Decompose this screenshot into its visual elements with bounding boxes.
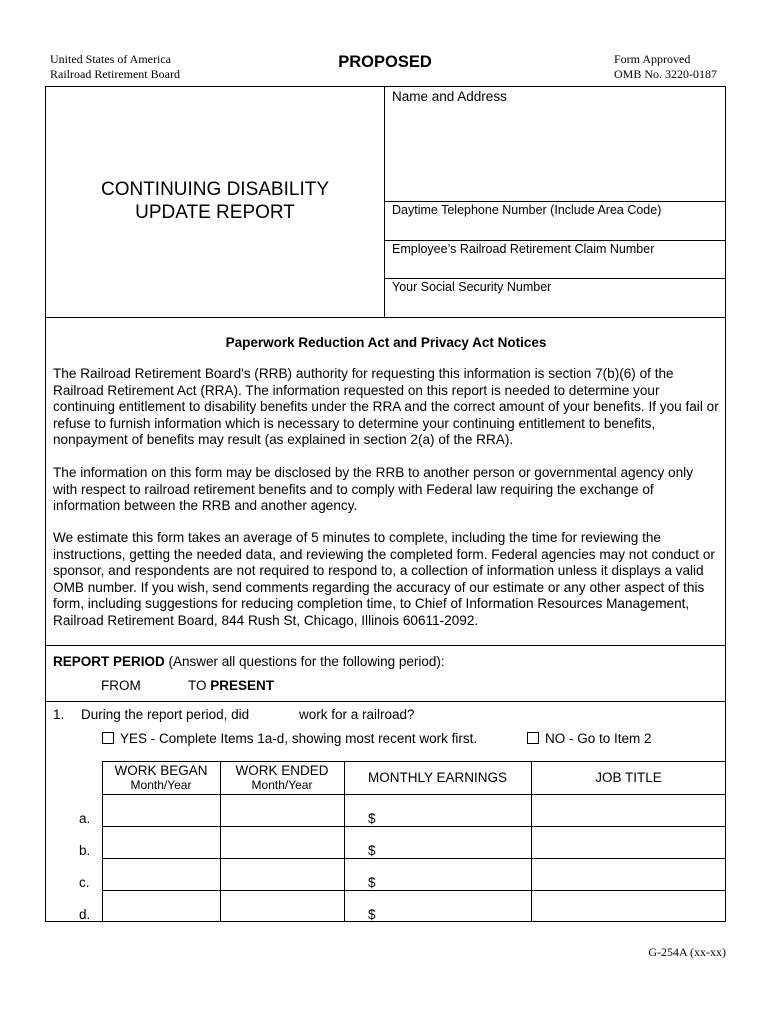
form-number: G-254A (xx-xx) [648,945,726,959]
name-address-field[interactable] [385,108,725,200]
row-b-work-ended-cell[interactable] [221,827,344,858]
form-title-line-1: CONTINUING DISABILITY [100,179,330,200]
table-top-rule [102,761,726,762]
header-work-began-label: WORK BEGAN [114,763,208,778]
form-title [46,178,384,224]
question-1-text-end: work for a railroad? [299,707,415,722]
row-a-letter: a. [79,811,91,826]
omb-approval-block [614,52,717,82]
report-period-label: REPORT PERIOD [53,654,165,669]
row-b-letter: b. [79,843,91,858]
claim-number-label: Employee’s Railroad Retirement Claim Number [392,242,655,256]
ssn-field[interactable] [385,296,725,317]
row-a-work-ended-cell[interactable] [221,795,344,826]
agency-line-1: United States of America [50,52,171,66]
row-a-job-title-cell[interactable] [532,795,726,826]
to-label-group [188,678,274,693]
proposed-label: PROPOSED [338,53,432,71]
phone-label: Daytime Telephone Number (Include Area Code) [392,203,662,217]
row-c-work-began-cell[interactable] [103,859,220,890]
no-option-label: NO - Go to Item 2 [545,731,652,746]
row-d-work-began-cell[interactable] [103,891,220,921]
report-period-instruction: (Answer all questions for the following period): [168,654,445,669]
row-c-work-ended-cell[interactable] [221,859,344,890]
name-address-rule [384,201,726,202]
row-d-work-ended-cell[interactable] [221,891,344,921]
row-a-work-began-cell[interactable] [103,795,220,826]
notice-disclosure-paragraph: The information on this form may be disclosed by the RRB to another person or governmental agency only with respect to railroad retirement benefits and to comply with Federal law requiring the exchange of information between the RRB and another agency. [53,465,693,514]
no-option[interactable] [527,731,652,746]
yes-checkbox[interactable] [102,732,114,744]
phone-rule [384,240,726,241]
omb-number: OMB No. 3220-0187 [614,67,718,81]
work-history-table [102,761,726,922]
row-c-earnings-cell[interactable] [382,859,531,890]
row-b-earnings-cell[interactable] [382,827,531,858]
notice-authority-paragraph: The Railroad Retirement Board's (RRB) authority for requesting this information is section 7(b)(6) of the Railroad Retirement Act (RRA). The information requested on this report is needed to determine your continuing entitlement to disability benefits under the RRA and the correct amount of your benefits. If you fail or refuse to furnish information which is necessary to determine your continuing entitlement to benefits, nonpayment of benefits may result (as explained in section 2(a) of the RRA). [53,366,719,448]
claim-number-field[interactable] [385,258,725,278]
row-d-letter: d. [79,907,91,922]
row-b-work-began-cell[interactable] [103,827,220,858]
row-a-earnings-cell[interactable] [382,795,531,826]
notices-bottom-rule [45,645,726,646]
row-c-job-title-cell[interactable] [532,859,726,890]
table-col-rule [344,761,345,922]
form-title-line-2: UPDATE REPORT [135,202,295,223]
notice-burden-paragraph: We estimate this form takes an average of 5 minutes to complete, including the time for reviewing the instructions, getting the needed data, and reviewing the completed form. Federal agencies may not conduct or sponsor, and respondents are not required to respond to, a collection of information unless it displays a valid OMB number. If you wish, send comments regarding the accuracy of our estimate or any other aspect of this form, including suggestions for reducing completion time, to Chief of Information Resources Management, Railroad Retirement Board, 844 Rush St, Chicago, Illinois 60611-2092. [53,530,715,628]
row-d-earnings-cell[interactable] [382,891,531,921]
agency-line-2: Railroad Retirement Board [50,67,180,81]
upper-section-bottom-rule [45,317,726,318]
row-c-letter: c. [79,875,90,890]
header-work-began [102,763,220,793]
header-work-ended-label: WORK ENDED [235,763,329,778]
yes-option[interactable] [102,731,477,746]
row-d-job-title-cell[interactable] [532,891,726,921]
row-d-currency: $ [368,907,376,922]
no-checkbox[interactable] [527,732,539,744]
report-period-rule [45,701,726,702]
header-monthly-earnings: MONTHLY EARNINGS [367,770,508,785]
header-work-began-sub: Month/Year [130,778,192,792]
agency-block [50,52,180,82]
row-a-currency: $ [368,811,376,826]
employee-name-field[interactable] [258,704,296,724]
ssn-label: Your Social Security Number [392,280,552,294]
row-c-currency: $ [368,875,376,890]
yes-option-label: YES - Complete Items 1a-d, showing most recent work first. [120,731,478,746]
row-b-currency: $ [368,843,376,858]
notices-heading: Paperwork Reduction Act and Privacy Act Notices [225,335,547,350]
name-address-label: Name and Address [392,89,507,104]
report-period-line [53,654,445,669]
header-work-ended-sub: Month/Year [251,778,313,792]
from-label: FROM [101,678,141,693]
to-label: TO [188,678,207,693]
form-approved-text: Form Approved [614,52,691,66]
header-job-title: JOB TITLE [595,770,662,785]
header-work-ended [220,763,344,793]
question-1-text-start: During the report period, did [81,707,250,722]
phone-field[interactable] [385,218,725,240]
row-b-job-title-cell[interactable] [532,827,726,858]
to-present-value: PRESENT [210,678,275,693]
question-1-number: 1. [53,707,65,722]
from-date-field[interactable] [146,674,184,694]
claim-number-rule [384,278,726,279]
